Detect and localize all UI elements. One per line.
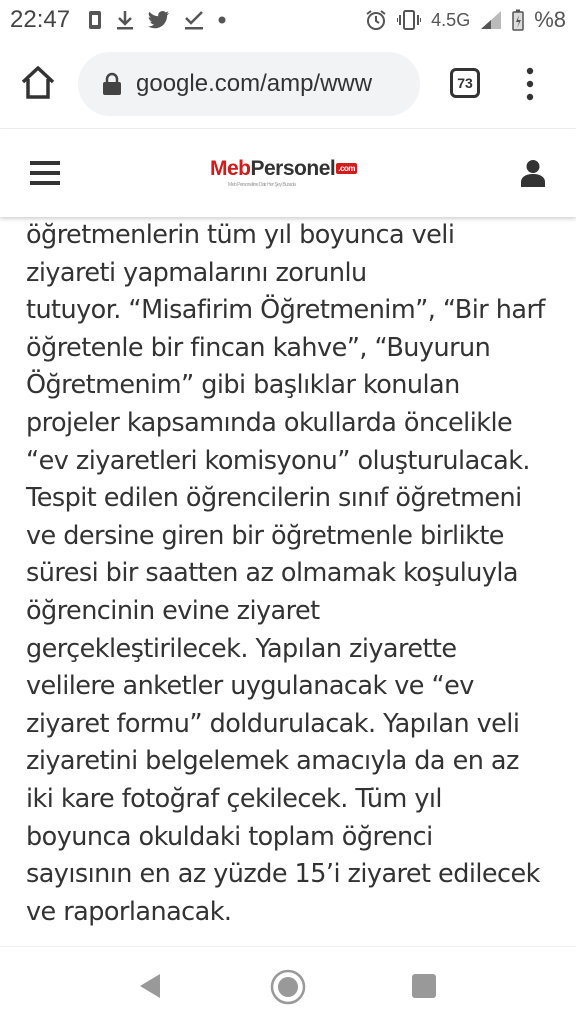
article-line: ziyareti yapmalarını zorunlu (26, 257, 367, 288)
status-bar (0, 0, 576, 40)
more-options-icon[interactable] (520, 64, 540, 104)
logo-personel: Personel (250, 157, 336, 180)
article-body (0, 217, 576, 945)
logo-meb: Meb (210, 157, 251, 180)
browser-toolbar (0, 40, 576, 129)
nfc-icon (88, 10, 102, 30)
article-line: iki kare fotoğraf çekilecek. Tüm yıl (26, 783, 442, 814)
article-line: tutuyor. “Misafirim Öğretmenim”, “Bir harf (26, 295, 545, 326)
user-icon[interactable] (520, 159, 546, 187)
tab-switcher-button[interactable]: 73 (450, 68, 480, 98)
download-icon (116, 10, 134, 30)
alarm-icon (365, 9, 387, 31)
article-line: öğrencinin evine ziyaret (26, 595, 320, 626)
twitter-icon (148, 11, 170, 29)
status-time: 22:47 (10, 6, 71, 33)
url-text[interactable]: google.com/amp/www (136, 70, 373, 97)
article-line: gerçekleştirilecek. Yapılan ziyarette (26, 633, 457, 664)
article-line: sayısının en az yüzde 15’i ziyaret edilecek (26, 859, 540, 890)
signal-icon (480, 10, 502, 30)
address-bar[interactable] (78, 52, 420, 116)
network-type: 4.5G (431, 9, 471, 30)
article-line: öğretmenlerin tüm yıl boyunca veli (26, 220, 455, 250)
article-line: velilere anketler uygulanacak ve “ev (26, 671, 474, 702)
battery-percent: %8 (534, 7, 566, 32)
recent-apps-icon[interactable] (412, 974, 436, 998)
article-paragraph (0, 217, 576, 931)
article-line: öğretenle bir fincan kahve”, “Buyurun (26, 332, 491, 363)
site-logo[interactable] (210, 157, 357, 188)
back-icon[interactable] (138, 973, 162, 999)
download-done-icon (184, 10, 204, 30)
home-nav-icon[interactable] (270, 969, 306, 1005)
article-line: projeler kapsamında okullarda öncelikle (26, 407, 513, 438)
logo-com: .com (338, 164, 355, 173)
home-icon[interactable] (18, 62, 58, 102)
article-line: Tespit edilen öğrencilerin sınıf öğretmeni (26, 483, 522, 514)
article-line: ziyaret formu” doldurulacak. Yapılan veli (26, 708, 520, 739)
vibrate-icon (397, 10, 421, 30)
hamburger-menu-icon[interactable] (30, 161, 60, 185)
article-line: boyunca okuldaki toplam öğrenci (26, 821, 433, 852)
article-line: Öğretmenim” gibi başlıklar konulan (26, 370, 460, 401)
article-line: “ev ziyaretleri komisyonu” oluşturulacak. (26, 445, 530, 476)
article-line: süresi bir saatten az olmamak koşuluyla (26, 558, 518, 589)
site-header (0, 129, 576, 217)
dot-icon (218, 16, 226, 24)
lock-icon (102, 72, 122, 96)
logo-tagline: Meb Personeline Dair Her Şey Burada (228, 182, 296, 188)
article-line: ve dersine giren bir öğretmenle birlikte (26, 520, 504, 551)
battery-charging-icon (512, 9, 524, 31)
article-line: ziyaretini belgelemek amacıyla da en az (26, 746, 519, 777)
article-line: ve raporlanacak. (26, 896, 232, 927)
system-navigation-bar (0, 946, 576, 1025)
